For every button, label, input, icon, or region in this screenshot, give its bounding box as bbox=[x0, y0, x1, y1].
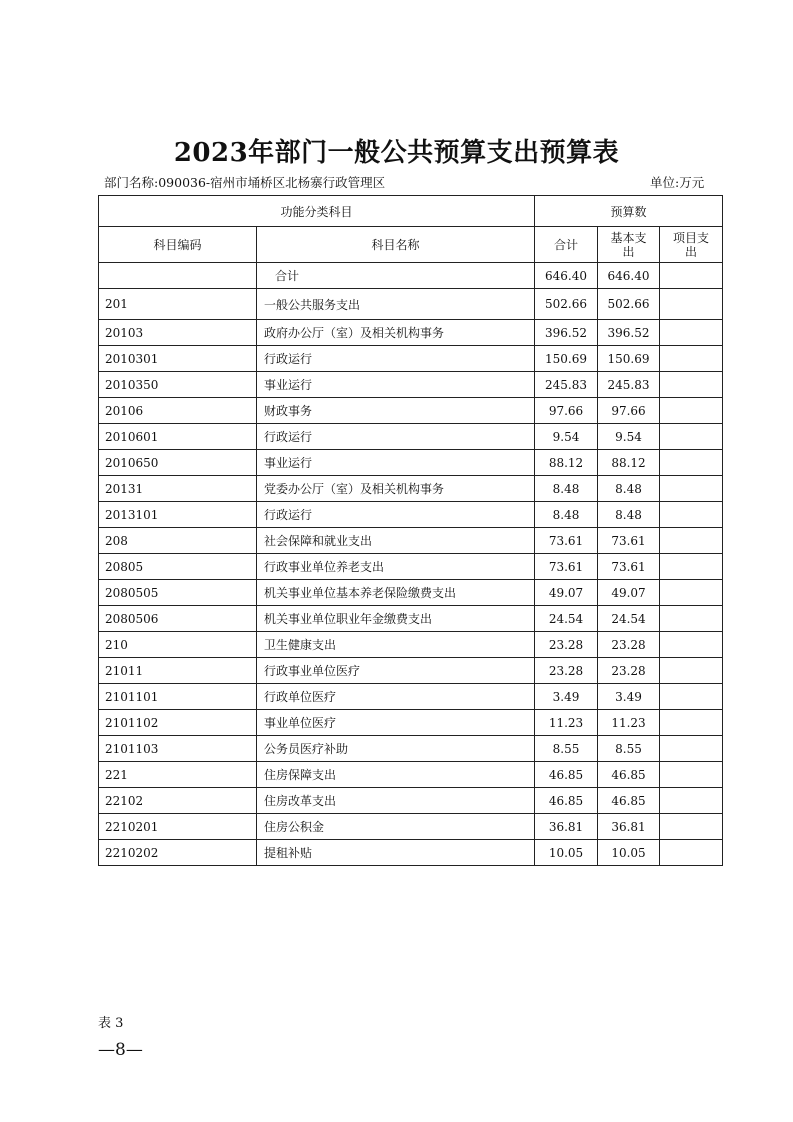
cell-code: 2010601 bbox=[99, 424, 257, 450]
cell-total: 11.23 bbox=[535, 710, 598, 736]
table-row bbox=[99, 476, 723, 502]
cell-total: 8.48 bbox=[535, 502, 598, 528]
table-row bbox=[99, 372, 723, 398]
header-name: 科目名称 bbox=[257, 227, 535, 263]
table-row bbox=[99, 320, 723, 346]
cell-total: 49.07 bbox=[535, 580, 598, 606]
cell-total: 97.66 bbox=[535, 398, 598, 424]
cell-code: 20106 bbox=[99, 398, 257, 424]
total-code bbox=[99, 263, 257, 289]
cell-total: 150.69 bbox=[535, 346, 598, 372]
cell-basic: 8.48 bbox=[598, 502, 660, 528]
cell-basic: 46.85 bbox=[598, 762, 660, 788]
cell-total: 46.85 bbox=[535, 762, 598, 788]
cell-name: 行政运行 bbox=[257, 502, 535, 528]
cell-code: 2101102 bbox=[99, 710, 257, 736]
cell-project bbox=[660, 372, 723, 398]
cell-code: 2080506 bbox=[99, 606, 257, 632]
cell-code: 2010650 bbox=[99, 450, 257, 476]
table-row bbox=[99, 554, 723, 580]
cell-code: 2210202 bbox=[99, 840, 257, 866]
department-name: 部门名称:090036-宿州市埇桥区北杨寨行政管理区 bbox=[104, 175, 386, 190]
table-row bbox=[99, 684, 723, 710]
cell-name: 行政事业单位医疗 bbox=[257, 658, 535, 684]
cell-total: 73.61 bbox=[535, 528, 598, 554]
cell-name: 住房保障支出 bbox=[257, 762, 535, 788]
cell-code: 2101101 bbox=[99, 684, 257, 710]
cell-basic: 8.48 bbox=[598, 476, 660, 502]
cell-basic: 396.52 bbox=[598, 320, 660, 346]
table-row bbox=[99, 710, 723, 736]
cell-basic: 88.12 bbox=[598, 450, 660, 476]
cell-project bbox=[660, 289, 723, 320]
page-title: 2023年部门一般公共预算支出预算表 bbox=[173, 138, 620, 168]
header-budget-amount: 预算数 bbox=[535, 196, 723, 227]
header-total: 合计 bbox=[535, 227, 598, 263]
cell-code: 2013101 bbox=[99, 502, 257, 528]
table-row bbox=[99, 580, 723, 606]
cell-basic: 36.81 bbox=[598, 814, 660, 840]
cell-name: 行政运行 bbox=[257, 424, 535, 450]
table-row bbox=[99, 840, 723, 866]
total-row bbox=[99, 263, 723, 289]
cell-code: 2210201 bbox=[99, 814, 257, 840]
cell-code: 22102 bbox=[99, 788, 257, 814]
total-total: 646.40 bbox=[535, 263, 598, 289]
cell-name: 政府办公厅（室）及相关机构事务 bbox=[257, 320, 535, 346]
cell-project bbox=[660, 424, 723, 450]
cell-basic: 245.83 bbox=[598, 372, 660, 398]
cell-basic: 150.69 bbox=[598, 346, 660, 372]
cell-basic: 8.55 bbox=[598, 736, 660, 762]
cell-project bbox=[660, 736, 723, 762]
cell-name: 机关事业单位基本养老保险缴费支出 bbox=[257, 580, 535, 606]
cell-name: 卫生健康支出 bbox=[257, 632, 535, 658]
cell-total: 8.48 bbox=[535, 476, 598, 502]
cell-basic: 46.85 bbox=[598, 788, 660, 814]
cell-basic: 502.66 bbox=[598, 289, 660, 320]
cell-basic: 23.28 bbox=[598, 632, 660, 658]
table-row bbox=[99, 762, 723, 788]
cell-total: 23.28 bbox=[535, 632, 598, 658]
table-row bbox=[99, 736, 723, 762]
cell-basic: 23.28 bbox=[598, 658, 660, 684]
cell-project bbox=[660, 762, 723, 788]
cell-name: 提租补贴 bbox=[257, 840, 535, 866]
cell-total: 36.81 bbox=[535, 814, 598, 840]
cell-name: 事业运行 bbox=[257, 372, 535, 398]
cell-name: 党委办公厅（室）及相关机构事务 bbox=[257, 476, 535, 502]
cell-basic: 73.61 bbox=[598, 528, 660, 554]
cell-code: 20103 bbox=[99, 320, 257, 346]
cell-name: 一般公共服务支出 bbox=[257, 289, 535, 320]
cell-project bbox=[660, 632, 723, 658]
cell-basic: 9.54 bbox=[598, 424, 660, 450]
total-label: 合计 bbox=[257, 263, 535, 289]
cell-basic: 24.54 bbox=[598, 606, 660, 632]
total-basic: 646.40 bbox=[598, 263, 660, 289]
table-row bbox=[99, 606, 723, 632]
table-row bbox=[99, 814, 723, 840]
cell-project bbox=[660, 450, 723, 476]
cell-total: 8.55 bbox=[535, 736, 598, 762]
header-project: 项目支出 bbox=[660, 227, 723, 263]
cell-total: 24.54 bbox=[535, 606, 598, 632]
cell-code: 20805 bbox=[99, 554, 257, 580]
cell-code: 2101103 bbox=[99, 736, 257, 762]
cell-code: 221 bbox=[99, 762, 257, 788]
cell-code: 201 bbox=[99, 289, 257, 320]
table-row bbox=[99, 398, 723, 424]
cell-total: 23.28 bbox=[535, 658, 598, 684]
table-row bbox=[99, 528, 723, 554]
table-label: 表 3 bbox=[98, 1016, 124, 1031]
table-row bbox=[99, 658, 723, 684]
header-function-category: 功能分类科目 bbox=[99, 196, 535, 227]
cell-code: 210 bbox=[99, 632, 257, 658]
cell-code: 2010301 bbox=[99, 346, 257, 372]
table-row bbox=[99, 788, 723, 814]
cell-basic: 3.49 bbox=[598, 684, 660, 710]
cell-project bbox=[660, 398, 723, 424]
cell-project bbox=[660, 814, 723, 840]
cell-name: 住房公积金 bbox=[257, 814, 535, 840]
page-number: —8— bbox=[98, 1040, 143, 1060]
cell-code: 21011 bbox=[99, 658, 257, 684]
cell-total: 245.83 bbox=[535, 372, 598, 398]
cell-name: 行政运行 bbox=[257, 346, 535, 372]
cell-basic: 97.66 bbox=[598, 398, 660, 424]
cell-project bbox=[660, 346, 723, 372]
cell-project bbox=[660, 528, 723, 554]
cell-total: 396.52 bbox=[535, 320, 598, 346]
cell-name: 公务员医疗补助 bbox=[257, 736, 535, 762]
cell-project bbox=[660, 788, 723, 814]
total-project bbox=[660, 263, 723, 289]
cell-project bbox=[660, 580, 723, 606]
cell-basic: 10.05 bbox=[598, 840, 660, 866]
unit-label: 单位:万元 bbox=[650, 175, 705, 190]
table-row bbox=[99, 289, 723, 320]
header-row-group bbox=[99, 196, 723, 227]
cell-name: 财政事务 bbox=[257, 398, 535, 424]
cell-total: 73.61 bbox=[535, 554, 598, 580]
table-row bbox=[99, 502, 723, 528]
cell-project bbox=[660, 684, 723, 710]
cell-code: 2080505 bbox=[99, 580, 257, 606]
cell-name: 住房改革支出 bbox=[257, 788, 535, 814]
cell-total: 10.05 bbox=[535, 840, 598, 866]
cell-project bbox=[660, 320, 723, 346]
cell-name: 事业单位医疗 bbox=[257, 710, 535, 736]
cell-code: 2010350 bbox=[99, 372, 257, 398]
cell-project bbox=[660, 710, 723, 736]
table-row bbox=[99, 346, 723, 372]
cell-basic: 73.61 bbox=[598, 554, 660, 580]
cell-total: 46.85 bbox=[535, 788, 598, 814]
cell-code: 20131 bbox=[99, 476, 257, 502]
cell-basic: 11.23 bbox=[598, 710, 660, 736]
cell-name: 行政事业单位养老支出 bbox=[257, 554, 535, 580]
cell-project bbox=[660, 658, 723, 684]
cell-total: 88.12 bbox=[535, 450, 598, 476]
budget-table bbox=[98, 195, 723, 866]
cell-project bbox=[660, 502, 723, 528]
cell-project bbox=[660, 476, 723, 502]
cell-project bbox=[660, 840, 723, 866]
table-row bbox=[99, 632, 723, 658]
cell-total: 9.54 bbox=[535, 424, 598, 450]
header-code: 科目编码 bbox=[99, 227, 257, 263]
table-row bbox=[99, 424, 723, 450]
cell-name: 社会保障和就业支出 bbox=[257, 528, 535, 554]
cell-total: 502.66 bbox=[535, 289, 598, 320]
cell-name: 事业运行 bbox=[257, 450, 535, 476]
header-row-columns bbox=[99, 227, 723, 263]
cell-project bbox=[660, 606, 723, 632]
cell-name: 机关事业单位职业年金缴费支出 bbox=[257, 606, 535, 632]
table-row bbox=[99, 450, 723, 476]
cell-total: 3.49 bbox=[535, 684, 598, 710]
cell-basic: 49.07 bbox=[598, 580, 660, 606]
cell-code: 208 bbox=[99, 528, 257, 554]
cell-name: 行政单位医疗 bbox=[257, 684, 535, 710]
header-basic: 基本支出 bbox=[598, 227, 660, 263]
cell-project bbox=[660, 554, 723, 580]
